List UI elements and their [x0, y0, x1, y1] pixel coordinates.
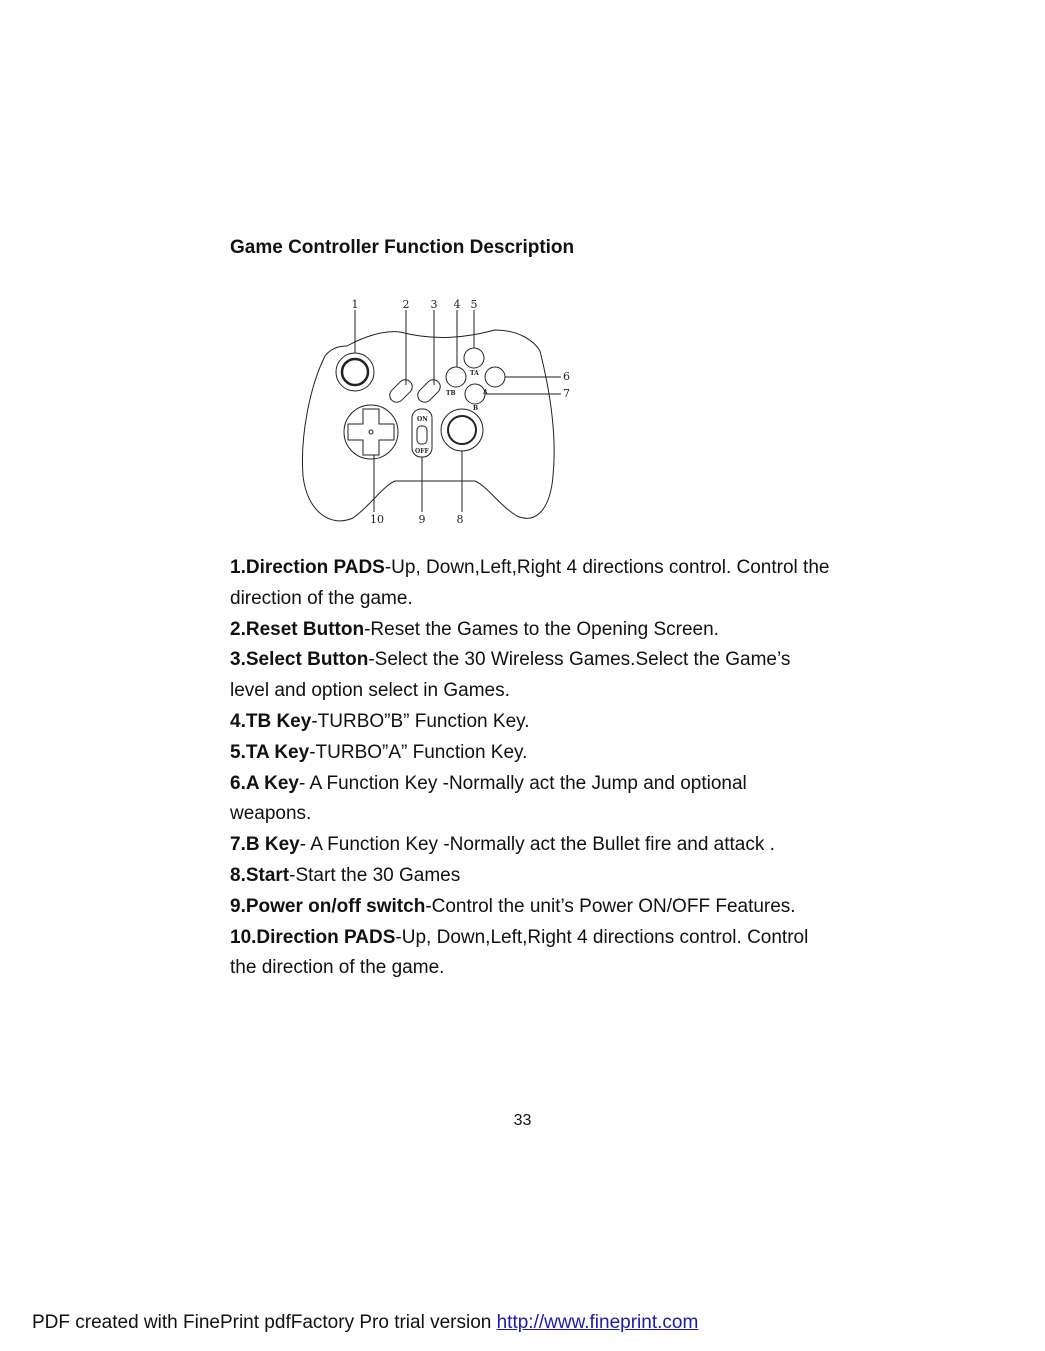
footer-text: PDF created with FinePrint pdfFactory Pro trial version — [32, 1312, 497, 1333]
item-title: 2.Reset Button — [230, 618, 365, 640]
item-description: -Up, Down,Left,Right 4 directions control. Control the direction of the game. — [230, 926, 809, 979]
item-description: -Reset the Games to the Opening Screen. — [364, 618, 719, 640]
item-title: 1.Direction PADS — [230, 557, 385, 578]
callout-4: 4 — [453, 298, 461, 311]
item-description: -Up, Down,Left,Right 4 directions control. Control the direction of the game. — [230, 557, 830, 609]
item-title: 5.TA Key — [230, 741, 310, 763]
item-description: -Control the unit’s Power ON/OFF Features. — [425, 895, 796, 917]
list-item — [230, 707, 830, 738]
callout-9: 9 — [418, 513, 426, 526]
off-mark: OFF — [415, 448, 429, 455]
a-button-shape — [485, 367, 505, 387]
b-mark: B — [473, 405, 479, 412]
on-mark: ON — [417, 416, 428, 423]
item-title: 6.A Key — [230, 772, 299, 794]
callout-6: 6 — [563, 370, 570, 383]
page-heading: Game Controller Function Description — [230, 237, 575, 258]
item-title: 9.Power on/off switch — [230, 895, 426, 917]
list-item — [230, 553, 830, 615]
reset-button-shape — [387, 377, 415, 405]
item-description: - A Function Key -Normally act the Bullet fire and attack . — [299, 834, 775, 856]
list-item — [230, 892, 830, 923]
item-description: -Start the 30 Games — [289, 864, 461, 886]
function-list — [230, 553, 830, 984]
item-description: -TURBO”A” Function Key. — [309, 741, 528, 763]
item-title: 4.TB Key — [230, 710, 312, 732]
item-description: -TURBO”B” Function Key. — [311, 710, 530, 732]
callout-7: 7 — [563, 387, 570, 400]
item-description: - A Function Key -Normally act the Jump and optional weapons. — [230, 772, 747, 825]
tb-mark: TB — [446, 390, 456, 397]
list-item — [230, 923, 830, 985]
callout-5: 5 — [470, 298, 478, 311]
callout-2: 2 — [402, 298, 410, 311]
list-item — [230, 738, 830, 769]
select-button-shape — [415, 377, 443, 405]
pdf-footer — [32, 1312, 698, 1334]
controller-diagram — [295, 296, 580, 531]
list-item — [230, 769, 830, 831]
item-title: 3.Select Button — [230, 649, 369, 671]
item-title: 10.Direction PADS — [230, 926, 396, 948]
list-item — [230, 645, 830, 707]
ta-button-shape — [464, 348, 484, 368]
callout-10: 10 — [370, 513, 384, 526]
item-description: -Select the 30 Wireless Games.Select the Game’s level and option select in Games. — [230, 649, 791, 702]
list-item — [230, 830, 830, 861]
tb-button-shape — [446, 367, 466, 387]
direction-pad — [344, 405, 398, 459]
page-number: 33 — [513, 1112, 532, 1129]
item-title: 8.Start — [230, 864, 290, 886]
b-button-shape — [465, 384, 485, 404]
callout-8: 8 — [456, 513, 464, 526]
callout-1: 1 — [351, 298, 359, 311]
controller-body — [302, 330, 554, 521]
ta-mark: TA — [470, 370, 479, 377]
list-item — [230, 615, 830, 646]
list-item — [230, 861, 830, 892]
fineprint-link[interactable]: http://www.fineprint.com — [496, 1312, 699, 1333]
a-mark: A — [483, 389, 488, 396]
callout-3: 3 — [430, 298, 438, 311]
item-title: 7.B Key — [230, 834, 300, 856]
